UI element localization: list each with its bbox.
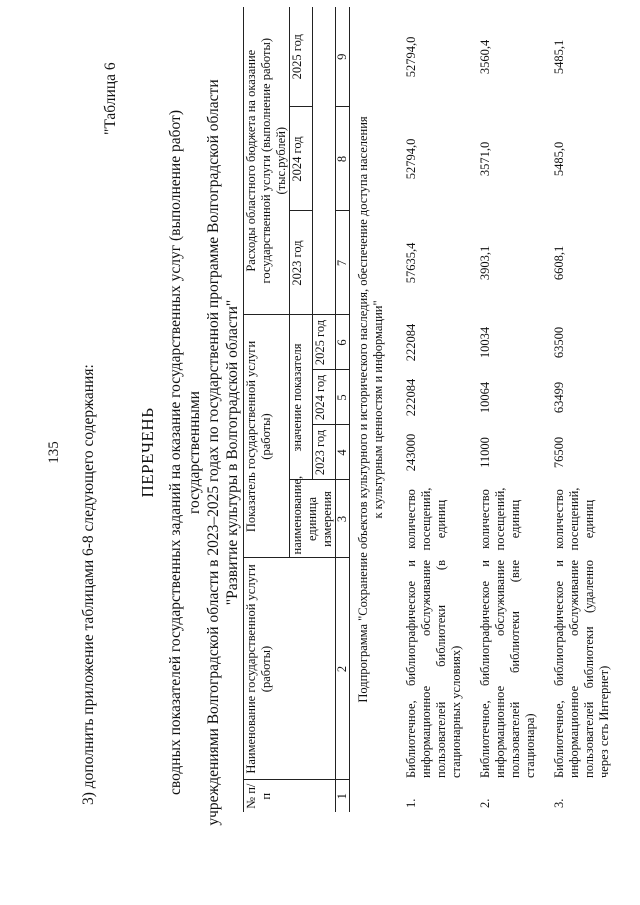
- table-row: [538, 7, 612, 812]
- table-row: [464, 7, 538, 812]
- colnum-1: 1: [336, 780, 350, 812]
- subtitle-line-2: учреждениями Волгоградской области в 2023–2025 годах по государственной программе Волгоградской области: [205, 79, 222, 826]
- row-expense-2025: 3560,4: [478, 39, 492, 75]
- table-row: [390, 7, 464, 812]
- subprogram-row: [350, 7, 391, 812]
- row-expense-2025: 5485,1: [552, 39, 566, 75]
- header-value-2024: 2024 год: [313, 370, 336, 425]
- row-value-2025: 63500: [552, 326, 566, 359]
- colnum-4: 4: [336, 425, 350, 480]
- row-unit: количество посещений, единиц: [404, 487, 448, 551]
- subprogram-title: [350, 7, 391, 812]
- row-unit: количество посещений, единиц: [552, 487, 596, 551]
- subtitle-line-3: "Развитие культуры в Волгоградской области": [224, 299, 241, 606]
- header-indicator-group: Показатель государственной услуги (работы): [244, 315, 290, 558]
- row-value-2024: 222084: [404, 378, 418, 417]
- header-expense-2023: 2023 год: [290, 211, 313, 315]
- header-expense-2024: 2024 год: [290, 107, 313, 211]
- colnum-9: 9: [336, 7, 350, 107]
- colnum-7: 7: [336, 211, 350, 315]
- header-row-1: [244, 7, 290, 812]
- row-value-2025: 222084: [404, 323, 418, 362]
- row-value-2023: 76500: [552, 436, 566, 469]
- row-value-2024: 10064: [478, 381, 492, 414]
- row-service-name: Библиотечное, библиографическое и информационное обслуживание пользователей библиотеки (вне стационара): [478, 560, 537, 778]
- colnum-3: 3: [336, 480, 350, 558]
- row-expense-2023: 6608,1: [552, 245, 566, 281]
- services-table: [243, 7, 612, 812]
- header-expense-group: Расходы областного бюджета на оказание государственной услуги (выполнение работы) (тыс.рублей): [244, 7, 290, 315]
- header-value-2023: 2023 год: [313, 425, 336, 480]
- column-number-row: [336, 7, 350, 812]
- header-value-2025: 2025 год: [313, 315, 336, 370]
- row-service-name: Библиотечное, библиографическое и информационное обслуживание пользователей библиотеки (в стационарных условиях): [404, 560, 463, 778]
- subprogram-line-1: Подпрограмма "Сохранение объектов культурного и исторического наследия, обеспечение доступа населения: [356, 116, 370, 703]
- row-unit: количество посещений, единиц: [478, 487, 522, 551]
- row-number: 3.: [552, 798, 566, 808]
- header-indicator-value: значение показателя: [290, 315, 313, 480]
- instruction-text: 3) дополнить приложение таблицами 6-8 следующего содержания:: [80, 364, 97, 805]
- header-indicator-name: наименование, единица измерения: [290, 480, 336, 558]
- row-number: 1.: [404, 798, 418, 808]
- row-service-name: Библиотечное, библиографическое и информационное обслуживание пользователей библиотеки (удаленно через сеть Интернет): [552, 560, 611, 778]
- row-expense-2024: 5485,0: [552, 141, 566, 177]
- header-expense-2025: 2025 год: [290, 7, 313, 107]
- row-expense-2024: 3571,0: [478, 141, 492, 177]
- document-subtitle: [166, 60, 242, 845]
- page-number: 135: [46, 441, 62, 464]
- colnum-8: 8: [336, 107, 350, 211]
- header-num: № п/п: [244, 780, 336, 812]
- row-number: 2.: [478, 798, 492, 808]
- subtitle-line-1: сводных показателей государственных заданий на оказание государственных услуг (выполнение работ) государственными: [167, 110, 203, 795]
- row-expense-2023: 57635,4: [404, 242, 418, 284]
- row-value-2024: 63499: [552, 381, 566, 414]
- colnum-6: 6: [336, 315, 350, 370]
- colnum-5: 5: [336, 370, 350, 425]
- subprogram-line-2: к культурным ценностям и информации": [371, 300, 385, 519]
- row-expense-2024: 52794,0: [404, 138, 418, 180]
- row-value-2023: 11000: [478, 437, 492, 468]
- colnum-2: 2: [336, 558, 350, 780]
- table-label: "Таблица 6: [102, 62, 119, 135]
- row-expense-2025: 52794,0: [404, 36, 418, 78]
- header-service-name: Наименование государственной услуги (работы): [244, 558, 336, 780]
- row-value-2025: 10034: [478, 326, 492, 359]
- document-title: ПЕРЕЧЕНЬ: [138, 407, 157, 498]
- row-expense-2023: 3903,1: [478, 245, 492, 281]
- row-value-2023: 243000: [404, 433, 418, 472]
